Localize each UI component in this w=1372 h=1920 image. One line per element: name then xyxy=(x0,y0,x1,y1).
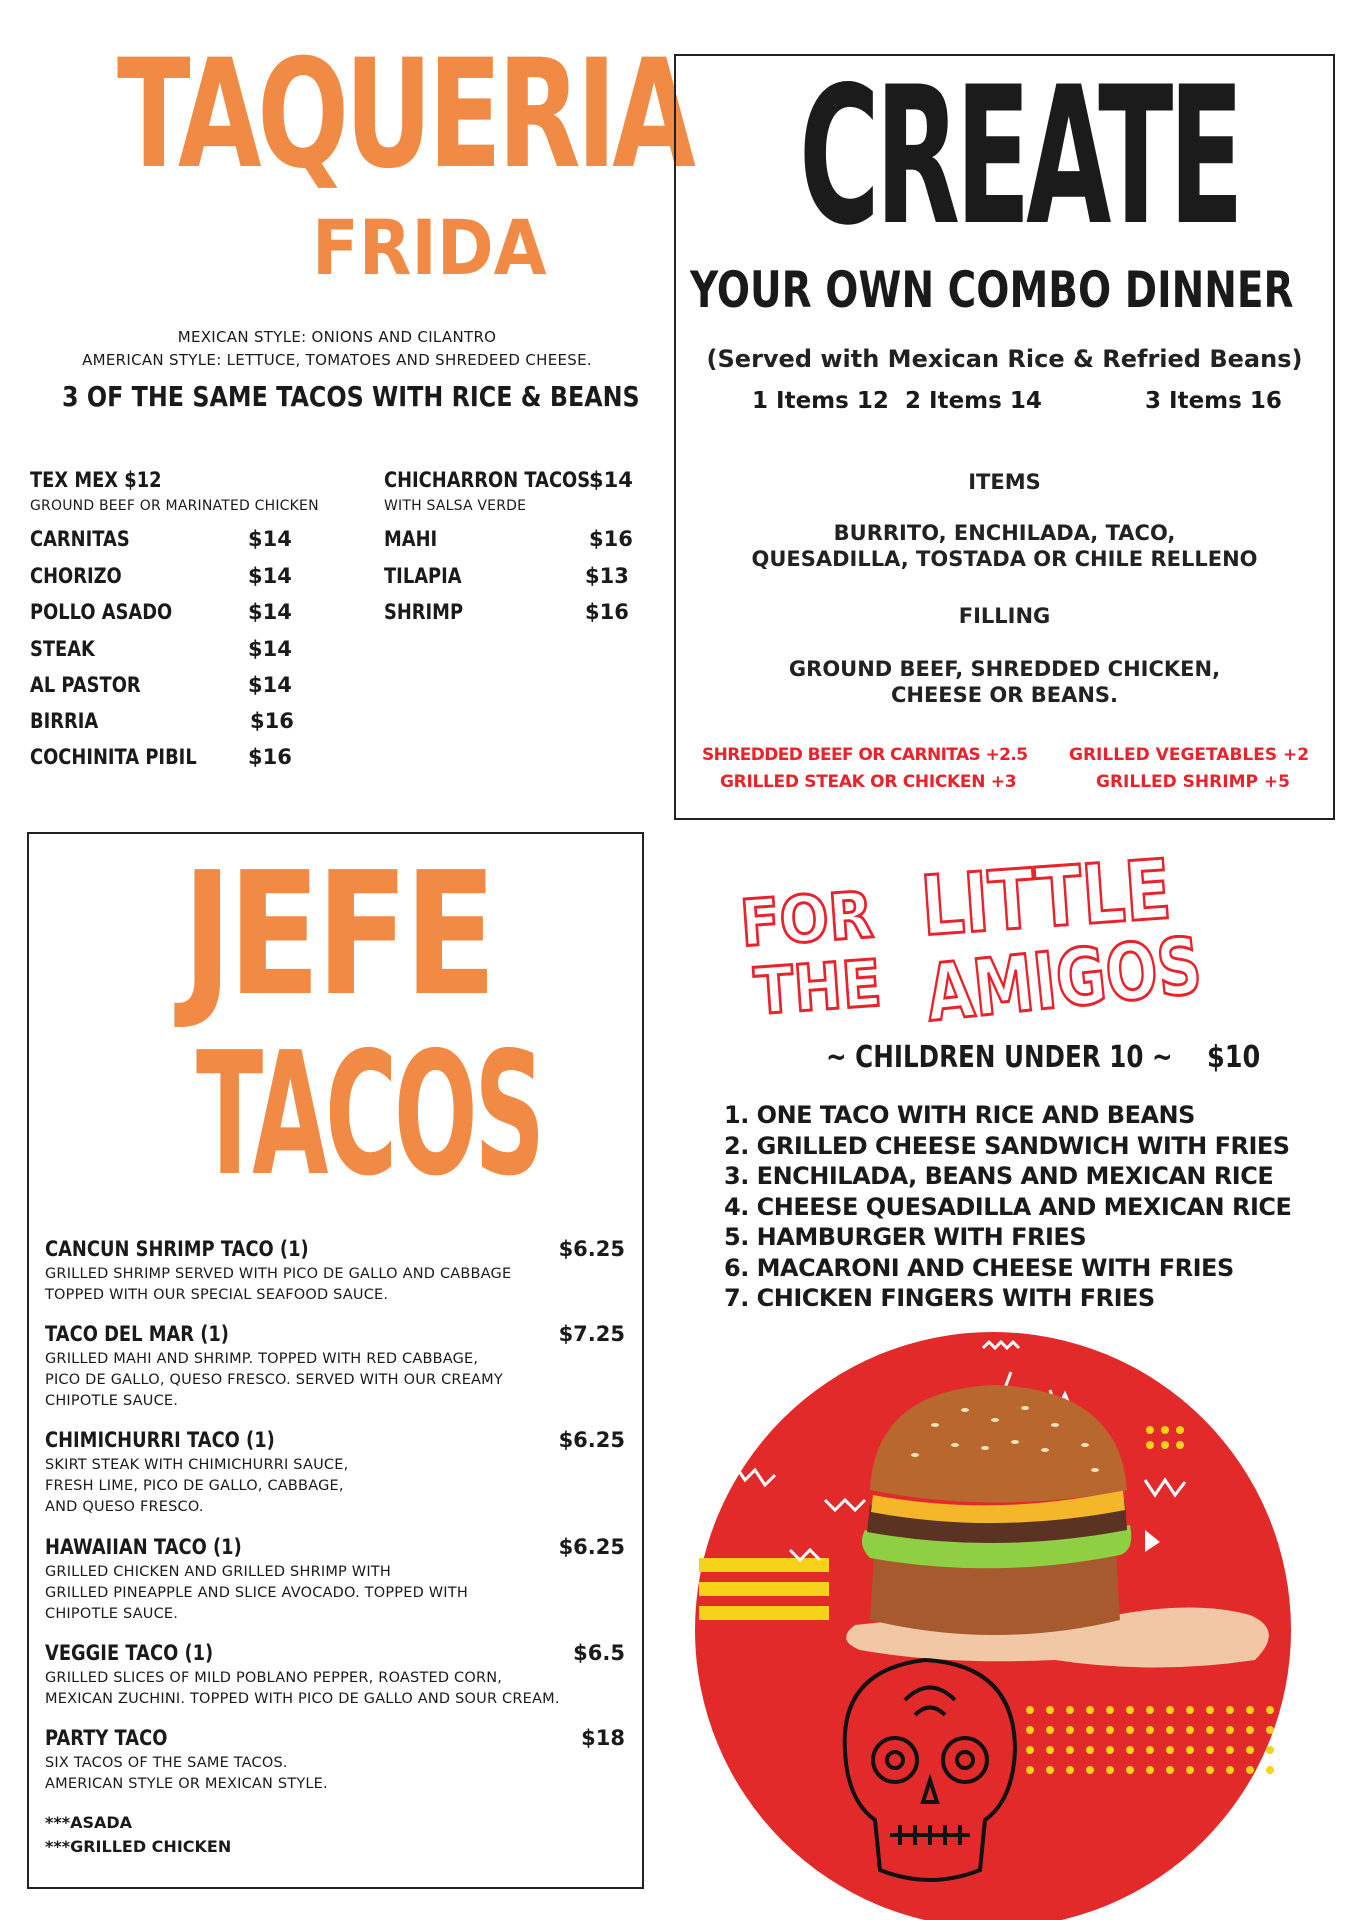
item-price: $6.25 xyxy=(558,1428,625,1452)
upcharge-vegetables: GRILLED VEGETABLES +2 xyxy=(1069,745,1310,765)
heading-word-the: THE xyxy=(752,947,884,1030)
chicharron-description: WITH SALSA VERDE xyxy=(384,498,527,514)
upcharge-steak-chicken: GRILLED STEAK OR CHICKEN +3 xyxy=(720,772,1017,792)
menu-item-birria: BIRRIA xyxy=(30,709,99,733)
item-name: HAWAIIAN TACO (1) xyxy=(45,1535,242,1559)
combo-price-3: 3 Items 16 xyxy=(1145,388,1282,414)
jefe-item-chimichurri xyxy=(45,1428,625,1518)
american-style-note: AMERICAN STYLE: LETTUCE, TOMATOES AND SHREDEED CHEESE. xyxy=(82,351,592,369)
menu-item-shrimp: SHRIMP xyxy=(384,600,464,624)
burger-illustration xyxy=(695,1330,1345,1920)
item-description: GRILLED CHICKEN AND GRILLED SHRIMP WITH GRILLED PINEAPPLE AND SLICE AVOCADO. TOPPED WITH CHIPOTLE SAUCE. xyxy=(45,1564,468,1622)
filling-list-line-1: GROUND BEEF, SHREDDED CHICKEN, xyxy=(788,657,1221,681)
combo-dinner-title: YOUR OWN COMBO DINNER xyxy=(690,261,1294,319)
children-under-10: ~ CHILDREN UNDER 10 ~ xyxy=(826,1040,1173,1075)
combo-price-1: 1 Items 12 xyxy=(752,388,889,414)
item-name: VEGGIE TACO (1) xyxy=(45,1641,214,1665)
price-mahi: $16 xyxy=(589,527,633,551)
filling-list-line-2: CHEESE OR BEANS. xyxy=(890,683,1119,707)
kids-menu-price: $10 xyxy=(1207,1040,1261,1075)
price-shrimp: $16 xyxy=(585,600,629,624)
kids-item-6: 6. MACARONI AND CHEESE WITH FRIES xyxy=(724,1253,1234,1282)
kids-item-7: 7. CHICKEN FINGERS WITH FRIES xyxy=(724,1284,1155,1312)
price-tilapia: $13 xyxy=(585,564,629,588)
menu-item-tex-mex: TEX MEX $12 xyxy=(30,468,162,492)
menu-item-al-pastor: AL PASTOR xyxy=(30,673,141,697)
item-description: SKIRT STEAK WITH CHIMICHURRI SAUCE, FRESH LIME, PICO DE GALLO, CABBAGE, AND QUESO FRESCO. xyxy=(45,1457,349,1515)
price-chorizo: $14 xyxy=(248,564,292,588)
items-label: ITEMS xyxy=(968,470,1041,494)
heading-word-for: FOR xyxy=(738,878,876,962)
jefe-item-hawaiian xyxy=(45,1535,625,1625)
item-description: SIX TACOS OF THE SAME TACOS. AMERICAN STYLE OR MEXICAN STYLE. xyxy=(45,1755,328,1792)
item-name: PARTY TACO xyxy=(45,1726,168,1750)
items-list-line-2: QUESADILLA, TOSTADA OR CHILE RELLENO xyxy=(751,547,1258,571)
menu-item-carnitas: CARNITAS xyxy=(30,527,130,551)
same-tacos-heading: 3 OF THE SAME TACOS WITH RICE & BEANS xyxy=(62,380,640,413)
menu-item-tilapia: TILAPIA xyxy=(384,564,462,588)
party-option-asada: ***ASADA xyxy=(45,1813,133,1832)
menu-item-chorizo: CHORIZO xyxy=(30,564,122,588)
upcharge-shrimp: GRILLED SHRIMP +5 xyxy=(1096,772,1290,792)
menu-item-pollo-asado: POLLO ASADO xyxy=(30,600,173,624)
yellow-stripes xyxy=(699,1558,829,1620)
tex-mex-description: GROUND BEEF OR MARINATED CHICKEN xyxy=(30,498,319,514)
item-name: CANCUN SHRIMP TACO (1) xyxy=(45,1237,309,1261)
heading-word-little: LITTLE xyxy=(918,842,1174,955)
kids-item-1: 1. ONE TACO WITH RICE AND BEANS xyxy=(724,1101,1195,1129)
burger xyxy=(862,1385,1131,1635)
price-al-pastor: $14 xyxy=(248,673,292,697)
create-title: CREATE xyxy=(799,46,1240,267)
menu-item-chicharron: CHICHARRON TACOS xyxy=(384,468,591,492)
jefe-item-veggie xyxy=(45,1641,625,1710)
item-description: GRILLED SLICES OF MILD POBLANO PEPPER, ROASTED CORN, MEXICAN ZUCHINI. TOPPED WITH PICO DE GALLO AND SOUR CREAM. xyxy=(45,1670,560,1707)
served-with-note: (Served with Mexican Rice & Refried Beans) xyxy=(706,345,1303,373)
item-name: TACO DEL MAR (1) xyxy=(45,1322,229,1346)
item-price: $18 xyxy=(581,1726,625,1750)
kids-item-5: 5. HAMBURGER WITH FRIES xyxy=(724,1223,1087,1251)
party-option-grilled-chicken: ***GRILLED CHICKEN xyxy=(45,1837,232,1856)
item-price: $6.5 xyxy=(573,1641,625,1665)
price-carnitas: $14 xyxy=(248,527,292,551)
kids-menu-list xyxy=(724,1100,1291,1314)
item-description: GRILLED SHRIMP SERVED WITH PICO DE GALLO AND CABBAGE TOPPED WITH OUR SPECIAL SEAFOOD SAUCE. xyxy=(45,1266,512,1303)
item-description: GRILLED MAHI AND SHRIMP. TOPPED WITH RED CABBAGE, PICO DE GALLO, QUESO FRESCO. SERVED WITH OUR CREAMY CHIPOTLE SAUCE. xyxy=(45,1351,503,1409)
mexican-style-note: MEXICAN STYLE: ONIONS AND CILANTRO xyxy=(177,328,497,346)
items-list-line-1: BURRITO, ENCHILADA, TACO, xyxy=(833,521,1176,545)
filling-label: FILLING xyxy=(958,604,1051,628)
menu-item-cochinita-pibil: COCHINITA PIBIL xyxy=(30,745,197,769)
upcharge-shredded-beef: SHREDDED BEEF OR CARNITAS +2.5 xyxy=(702,745,1028,765)
jefe-item-cancun-shrimp xyxy=(45,1237,625,1306)
price-birria: $16 xyxy=(250,709,294,733)
menu-item-steak: STEAK xyxy=(30,637,95,661)
item-price: $7.25 xyxy=(558,1322,625,1346)
kids-item-4: 4. CHEESE QUESADILLA AND MEXICAN RICE xyxy=(724,1192,1292,1221)
frida-subtitle: FRIDA xyxy=(312,203,547,292)
kids-item-3: 3. ENCHILADA, BEANS AND MEXICAN RICE xyxy=(724,1162,1274,1190)
jefe-item-taco-del-mar xyxy=(45,1322,625,1412)
price-chicharron: $14 xyxy=(589,468,633,492)
heading-word-amigos: AMIGOS xyxy=(922,921,1206,1040)
item-name: CHIMICHURRI TACO (1) xyxy=(45,1428,275,1452)
price-steak: $14 xyxy=(248,637,292,661)
jefe-item-party-taco xyxy=(45,1726,625,1795)
tacos-title: TACOS xyxy=(196,1016,542,1214)
price-pollo-asado: $14 xyxy=(248,600,292,624)
jefe-title: JEFE xyxy=(182,836,493,1034)
price-cochinita-pibil: $16 xyxy=(248,745,292,769)
item-price: $6.25 xyxy=(558,1535,625,1559)
menu-item-mahi: MAHI xyxy=(384,527,438,551)
taqueria-title: TAQUERIA xyxy=(117,28,692,202)
combo-price-2: 2 Items 14 xyxy=(905,388,1042,414)
kids-item-2: 2. GRILLED CHEESE SANDWICH WITH FRIES xyxy=(724,1131,1290,1160)
item-price: $6.25 xyxy=(558,1237,625,1261)
